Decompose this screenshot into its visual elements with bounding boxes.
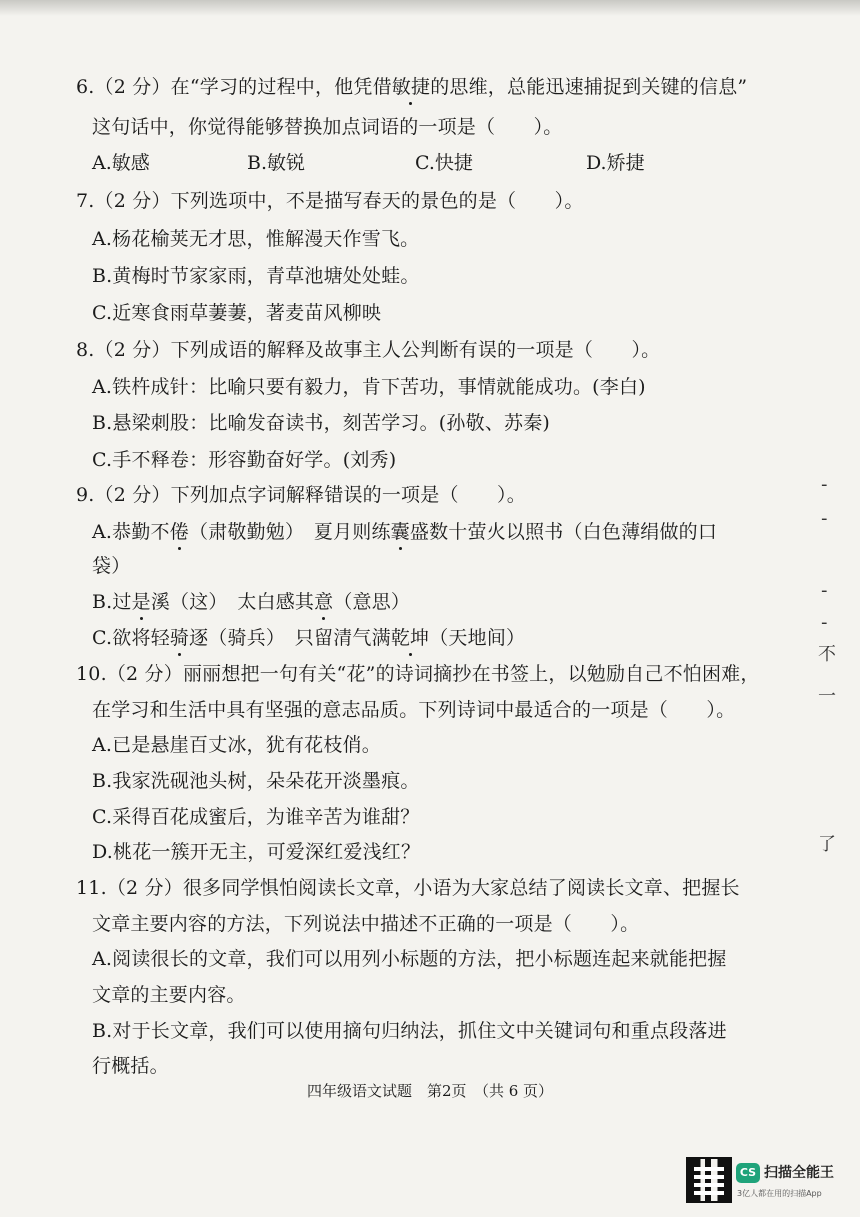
question-8-option-a: A.铁杵成针：比喻只要有毅力，肯下苦功，事情就能成功。(李白) (92, 376, 646, 398)
dotted-word: 敏捷 (391, 76, 431, 98)
watermark-slogan: 3亿人都在用的扫描App (737, 1189, 822, 1198)
question-6-stem: 6.（2 分）在“学习的过程中，他凭借敏捷的思维，总能迅速捕捉到关键的信息” (76, 76, 748, 98)
question-6-options (92, 150, 732, 176)
question-7-option-c: C.近寒食雨草萋萋，著麦苗风柳映 (92, 302, 382, 324)
question-11-stem: 11.（2 分）很多同学惧怕阅读长文章，小语为大家总结了阅读长文章、把握长 (76, 877, 740, 899)
question-6-stem-line2: 这句话中，你觉得能够替换加点词语的一项是（ ）。 (92, 116, 563, 138)
option-d: D.矫捷 (586, 152, 645, 174)
question-10-option-b: B.我家洗砚池头树，朵朵花开淡墨痕。 (92, 770, 420, 792)
question-10-stem: 10.（2 分）丽丽想把一句有关“花”的诗词摘抄在书签上，以勉励自己不怕困难， (76, 663, 760, 685)
camscanner-logo-icon: CS (736, 1163, 760, 1183)
question-11-option-b-cont: 行概括。 (92, 1055, 169, 1077)
margin-mark: - (821, 508, 828, 529)
question-10-option-d: D.桃花一簇开无主，可爱深红爱浅红？ (92, 841, 421, 863)
margin-mark: 了 (818, 834, 836, 855)
qr-code-icon (688, 1159, 730, 1201)
option-c: C.快捷 (415, 152, 473, 174)
dotted-char: 骑 (169, 627, 190, 649)
question-8-option-b: B.悬梁刺股：比喻发奋读书，刻苦学习。(孙敬、苏秦) (92, 412, 551, 434)
question-9-option-c: C.欲将轻骑逐（骑兵） 只留清气满乾坤（天地间） (92, 627, 526, 649)
option-a: A.敏感 (92, 152, 150, 174)
question-9-stem: 9.（2 分）下列加点字词解释错误的一项是（ ）。 (76, 484, 526, 506)
margin-mark: - (821, 612, 828, 633)
dotted-word: 乾坤 (390, 627, 430, 649)
question-7-option-a: A.杨花榆荚无才思，惟解漫天作雪飞。 (92, 228, 420, 250)
question-7-stem: 7.（2 分）下列选项中，不是描写春天的景色的是（ ）。 (76, 190, 584, 212)
dotted-char: 倦 (169, 521, 189, 543)
question-9-option-a-cont: 袋） (92, 555, 131, 577)
dotted-char: 是 (131, 591, 151, 613)
question-11-stem-line2: 文章主要内容的方法，下列说法中描述不正确的一项是（ ）。 (92, 913, 640, 935)
watermark-brand: 扫描全能王 (764, 1165, 834, 1181)
dotted-char: 囊 (390, 521, 410, 543)
dotted-char: 意 (314, 591, 334, 613)
margin-mark: 不 (818, 644, 836, 665)
question-10-option-c: C.采得百花成蜜后，为谁辛苦为谁甜？ (92, 806, 420, 828)
question-8-option-c: C.手不释卷：形容勤奋好学。(刘秀) (92, 449, 397, 471)
margin-mark: 一 (818, 686, 836, 707)
page-footer: 四年级语文试题 第2页 （共 6 页） (306, 1082, 554, 1100)
scan-edge-shadow (0, 0, 860, 16)
option-b: B.敏锐 (247, 152, 306, 174)
question-7-option-b: B.黄梅时节家家雨，青草池塘处处蛙。 (92, 265, 420, 287)
question-10-option-a: A.已是悬崖百丈冰，犹有花枝俏。 (92, 734, 381, 756)
question-10-stem-line2: 在学习和生活中具有坚强的意志品质。下列诗词中最适合的一项是（ ）。 (92, 699, 736, 721)
question-11-option-a: A.阅读很长的文章，我们可以用列小标题的方法，把小标题连起来就能把握 (92, 948, 727, 970)
question-9-option-a: A.恭勤不倦（肃敬勤勉） 夏月则练囊盛数十萤火以照书（白色薄绢做的口 (92, 521, 718, 543)
question-11-option-a-cont: 文章的主要内容。 (92, 984, 246, 1006)
margin-mark: - (821, 580, 828, 601)
margin-mark: - (821, 474, 828, 495)
scanner-watermark (688, 1159, 848, 1207)
question-8-stem: 8.（2 分）下列成语的解释及故事主人公判断有误的一项是（ ）。 (76, 339, 661, 361)
question-11-option-b: B.对于长文章，我们可以使用摘句归纳法，抓住文中关键词句和重点段落进 (92, 1020, 727, 1042)
question-9-option-b: B.过是溪（这） 太白感其意（意思） (92, 591, 411, 613)
